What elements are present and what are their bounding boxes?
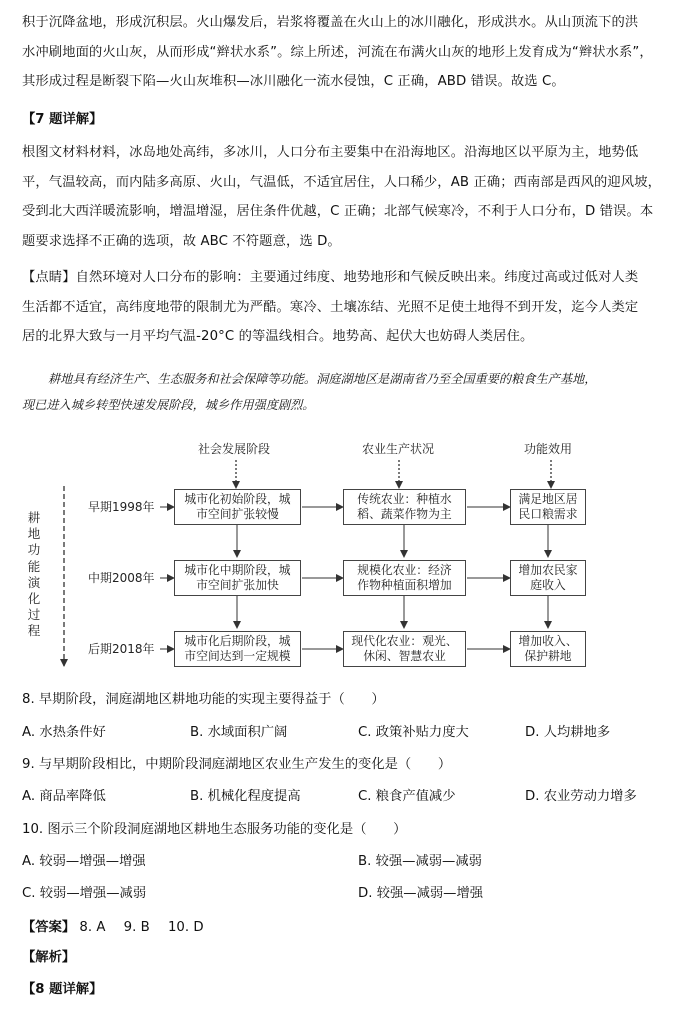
text-line: 居的北界大致与一月平均气温-20°C 的等温线相合。地势高、起伏大也妨碍人类居住。 xyxy=(22,329,534,345)
question-10-option-c: C. 较弱—增强—减弱 xyxy=(22,886,147,901)
answer-line xyxy=(22,918,218,938)
text-line: 积于沉降盆地，形成沉积层。火山爆发后，岩浆将覆盖在火山上的冰川融化，形成洪水。从山顶流下的洪 xyxy=(22,15,639,30)
vertical-axis-label: 耕地功能演化过程 xyxy=(27,510,41,639)
question-8-option-c: C. 政策补贴力度大 xyxy=(358,725,469,740)
q7-paragraph xyxy=(22,138,686,256)
box-line: 稻、蔬菜作物为主 xyxy=(357,507,452,521)
question-8-stem: 8. 早期阶段，洞庭湖地区耕地功能的实现主要得益于（ ） xyxy=(22,692,385,707)
box-line: 城市化初始阶段，城 xyxy=(184,492,291,506)
text-line: 受到北大西洋暖流影响，增温增湿，居住条件优越，C 正确；北部气候寒冷，不利于人口分布，D 错误。本 xyxy=(22,204,654,220)
text-line: 耕地具有经济生产、生态服务和社会保障等功能。洞庭湖地区是湖南省乃至全国重要的粮食生产基地， xyxy=(48,372,597,386)
question-9-stem: 9. 与早期阶段相比，中期阶段洞庭湖地区农业生产发生的变化是（ ） xyxy=(22,757,452,772)
analysis-heading: 【解析】 xyxy=(22,950,76,965)
question-9-option-a: A. 商品率降低 xyxy=(22,789,106,804)
box-line: 城市化后期阶段，城 xyxy=(184,634,291,648)
stage-label-late: 后期2018年 xyxy=(88,642,155,656)
box-line: 保护耕地 xyxy=(524,649,572,663)
answer-value: 8. A xyxy=(79,920,106,935)
box-agri-early xyxy=(343,489,466,525)
question-9-option-c: C. 粮食产值减少 xyxy=(358,789,456,804)
text-line: 题要求选择不正确的选项，故 ABC 不符题意，选 D。 xyxy=(22,233,341,249)
text-line: 根图文材料材料，冰岛地处高纬，多冰川，人口分布主要集中在沿海地区。沿海地区以平原为主，地势低 xyxy=(22,145,639,160)
answer-value: 9. B xyxy=(123,920,150,935)
column-title-agri: 农业生产状况 xyxy=(362,442,435,456)
box-line: 市空间扩张加快 xyxy=(196,578,279,592)
tip-paragraph xyxy=(22,263,686,352)
text-line: 水冲刷地面的火山灰，从而形成“辫状水系”。综上所述，河流在布满火山灰的地形上发育成为“辫状水系”， xyxy=(22,44,653,60)
box-line: 市空间达到一定规模 xyxy=(184,649,291,663)
box-line: 增加农民家 xyxy=(518,563,578,577)
box-line: 增加收入、 xyxy=(518,634,578,648)
intro-paragraph xyxy=(22,366,686,418)
box-function-early xyxy=(510,489,586,525)
box-social-late xyxy=(174,631,301,667)
question-9-option-b: B. 机械化程度提高 xyxy=(190,789,301,804)
box-social-middle xyxy=(174,560,301,596)
answer-label: 【答案】 xyxy=(22,920,76,935)
q7-heading: 【7 题详解】 xyxy=(22,112,103,127)
text-line: 现已进入城乡转型快速发展阶段，城乡作用强度剧烈。 xyxy=(22,398,315,412)
question-8-option-a: A. 水热条件好 xyxy=(22,725,106,740)
column-title-social: 社会发展阶段 xyxy=(198,442,271,456)
box-line: 庭收入 xyxy=(530,578,566,592)
answer-value: 10. D xyxy=(167,920,204,935)
box-function-middle xyxy=(510,560,586,596)
column-title-function: 功能效用 xyxy=(524,442,573,456)
question-10-option-a: A. 较弱—增强—增强 xyxy=(22,854,146,869)
question-8-option-d: D. 人均耕地多 xyxy=(525,725,611,740)
text-line: 其形成过程是断裂下陷—火山灰堆积—冰川融化一流水侵蚀，C 正确，ABD 错误。故选 C。 xyxy=(22,74,565,90)
question-10-option-b: B. 较强—减弱—减弱 xyxy=(358,854,482,869)
box-agri-late xyxy=(343,631,466,667)
box-function-late xyxy=(510,631,586,667)
text-line: 生活都不适宜，高纬度地带的限制尤为严酷。寒冷、土壤冻结、光照不足使土地得不到开发，迄今人类定 xyxy=(22,299,639,315)
box-social-early xyxy=(174,489,301,525)
box-line: 市空间扩张较慢 xyxy=(196,507,279,521)
stage-label-middle: 中期2008年 xyxy=(88,571,155,585)
box-line: 休闲、智慧农业 xyxy=(363,649,446,663)
box-line: 规模化农业：经济 xyxy=(357,563,452,577)
box-line: 传统农业：种植水 xyxy=(357,492,452,506)
top-paragraph xyxy=(22,8,686,97)
text-line: 【点睛】自然环境对人口分布的影响：主要通过纬度、地势地形和气候反映出来。纬度过高或过低对人类 xyxy=(22,270,639,285)
box-line: 民口粮需求 xyxy=(518,507,578,521)
q8-heading: 【8 题详解】 xyxy=(22,982,103,997)
question-9-option-d: D. 农业劳动力增多 xyxy=(525,789,637,804)
text-line: 平，气温较高，而内陆多高原、火山，气温低，不适宜居住，人口稀少，AB 正确；西南部是西风的迎风坡， xyxy=(22,174,661,190)
question-10-option-d: D. 较强—减弱—增强 xyxy=(358,886,484,901)
farmland-function-diagram xyxy=(0,438,692,673)
box-line: 作物种植面积增加 xyxy=(357,578,452,592)
box-agri-middle xyxy=(343,560,466,596)
box-line: 现代化农业：观光、 xyxy=(351,634,458,648)
question-8-option-b: B. 水域面积广阔 xyxy=(190,725,288,740)
box-line: 满足地区居 xyxy=(518,492,578,506)
box-line: 城市化中期阶段，城 xyxy=(184,563,291,577)
stage-label-early: 早期1998年 xyxy=(88,500,155,514)
question-10-stem: 10. 图示三个阶段洞庭湖地区耕地生态服务功能的变化是（ ） xyxy=(22,822,407,837)
